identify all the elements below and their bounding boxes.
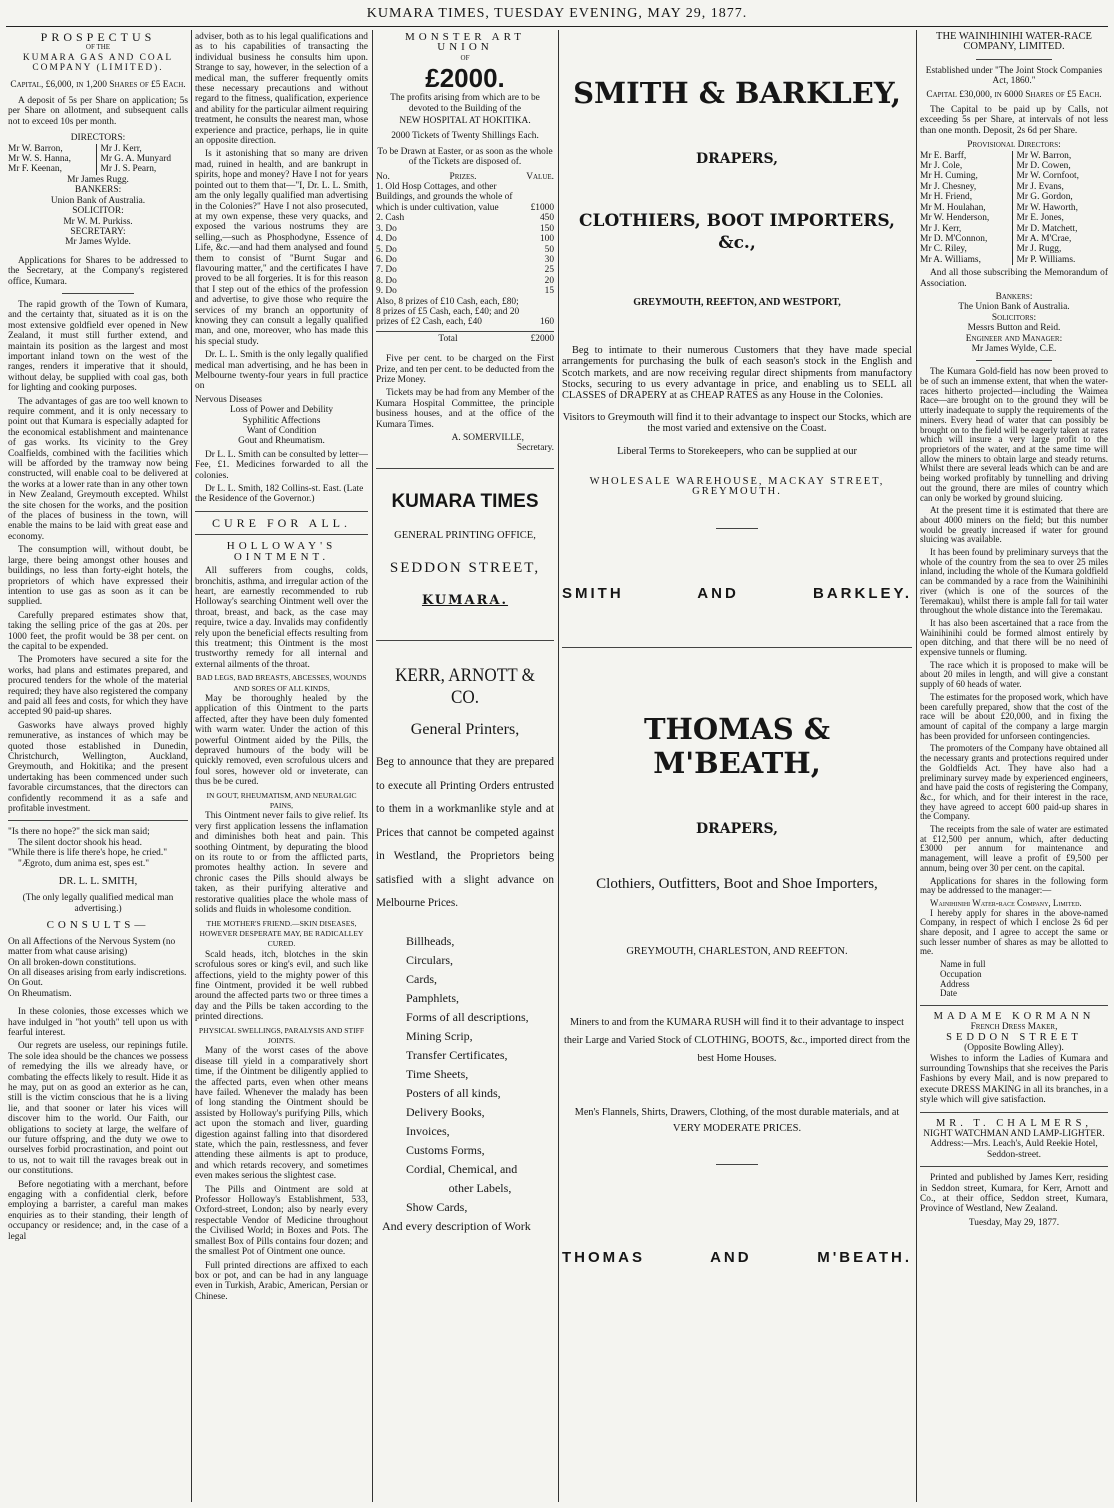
holloway-subheading: PHYSICAL SWELLINGS, PARALYSIS AND STIFF JOINTS. — [198, 1025, 365, 1045]
prize-row — [376, 265, 554, 275]
smith-barkley-paragraph: Beg to intimate to their numerous Customers that they have made special arrangements for purchasing the bulk of each season's stock in the English and Scotch markets, and are now receiving regular direct shipments from manufactory Stocks, securing to us every advantage in price, and enabling us to SELL all CLASSES of DRAPERY at as CHEAP RATES as any House in the Colonies. — [562, 344, 912, 402]
smith-specialty: Want of Condition — [246, 426, 317, 437]
printing-service-item: Invoices, — [406, 1123, 450, 1138]
prize-row — [376, 245, 554, 255]
holloway-paragraph: This Ointment never fails to give relief. Its very first application lessens the inflamation and diminishes both heat and pain. This soothing Ointment, by depurating the blood on its route to or from the afflicted parts, promotes healthy action. In severe and chronic cases the Pills should always be taken, as their purifying alterative and restorative qualities place the whole mass of solids and fluids in wholesome condition. — [195, 811, 368, 916]
smith-paragraph: In these colonies, those excesses which we have indulged in "hot youth" tell upon us with fearful interest. — [8, 1007, 188, 1038]
smith-paragraph: Dr. L. L. Smith is the only legally qualified medical man advertising, and he has been in Melbourne twenty-four years in full practice on — [195, 350, 368, 392]
director: Mr W. S. Hanna, — [8, 154, 72, 165]
divider — [920, 1166, 1108, 1167]
divider — [976, 360, 1051, 361]
consult-item: On Rheumatism. — [8, 988, 72, 999]
smith-qualification: (The only legally qualified medical man advertising.) — [22, 893, 174, 914]
gas-secretary-heading: SECRETARY: — [70, 226, 126, 237]
thomas-mbeath-title: THOMAS & M'BEATH, — [643, 712, 831, 781]
printing-service-item: Cards, — [406, 971, 437, 986]
water-race-paragraph: The promoters of the Company have obtained all the necessary grants and protections required under the Goldfields Act. They have also had a preliminary survey made by experienced engineers, and have paid the costs of registering the Company, &c., for which, and for their interest in the race, they have agreed to accept 600 paid-up shares in the Company. — [920, 743, 1108, 822]
smith-specialty: Syphilitic Affections — [242, 415, 321, 426]
water-race-solicitors: Messrs Button and Reid. — [967, 323, 1061, 334]
kerr-arnott-subtitle: General Printers, — [410, 721, 520, 739]
divider — [920, 1005, 1108, 1006]
gas-solicitor: Mr W. M. Purkiss. — [63, 216, 133, 227]
director: Mr W. Barron, — [8, 143, 63, 154]
gas-bankers-heading: BANKERS: — [74, 185, 122, 196]
divider — [920, 1112, 1108, 1113]
prize-value: 50 — [544, 244, 554, 255]
prize-row — [376, 286, 554, 296]
prize-label: 9. Do — [376, 286, 397, 297]
printing-service-item: Forms of all descriptions, — [406, 1009, 529, 1024]
form-field-label: Date — [940, 988, 957, 999]
chalmers-title: MR. T. CHALMERS, — [935, 1117, 1093, 1129]
director: Mr E. Jones, — [1016, 213, 1064, 224]
gas-paragraph: The advantages of gas are too well known to require comment, and it is only necessary to point out that Kumara is especially adapted for the economical establishment and maintenance of gas works. Its vicinity to the Grey Coalfields, combined with the facilities which will be afforded by the tramway now being constructed, will enable coal to be delivered at the works at a lower rate than in any other town in New Zealand, Greymouth excepted. Whilst the site chosen for the works, and the position of the places of business in the town, will enable the mains to be laid with great ease and economy. — [8, 396, 188, 542]
director: Mr D. M'Connon, — [920, 233, 988, 244]
masthead-rule — [6, 26, 1108, 27]
water-race-form-text: I hereby apply for shares in the above-named Company, in respect of which I enclose 2s 6d per share deposit, and I agree to accept the same or such lesser number of shares as may be allotted to me. — [920, 907, 1108, 957]
art-union-hospital: NEW HOSPITAL AT HOKITIKA. — [399, 116, 531, 127]
director: Mr G. A. Munyard — [100, 154, 172, 165]
smith-paragraph: adviser, both as to his legal qualifications and as to his capabilities of transacting the individual business he consults him upon. Strange to say, however, in the selection of a medical man, the sufferer frequently omits these necessary precautions and without regard to the fitness, qualification, experience and ability for the particular ailment requiring treatment, he consults the nearest man, whose experience and practice, perhaps, lie in quite an opposite direction. — [195, 32, 368, 147]
smith-specialty: Gout and Rheumatism. — [238, 436, 325, 447]
prize-total-row — [376, 331, 554, 344]
smith-paragraph: Our regrets are useless, our repinings futile. The sole idea should be the chances we possess of remedying the ills we already have, or combating the effects likely to result. Hide it as he may, put on as good an exterior as he can, still is the victim conscious that he is a living lie, and that sooner or later his vices will discover him to the world. Our Faith, our obligations to society at large, the welfare of our future offspring, and the duty we owe to ourselves forbid procrastination, and point out to us, not to wait till the ravages break out in our constitutions. — [8, 1041, 188, 1177]
imprint: Printed and published by James Kerr, residing in Seddon street, Kumara, for Kerr, Arnott and Co., at their office, Seddon street, Kumara, Province of Westland, New Zealand. — [920, 1173, 1108, 1215]
prize-value: 15 — [544, 286, 554, 297]
director: Mr D. Matchett, — [1016, 223, 1078, 234]
art-union-paragraph: Tickets may be had from any Member of the Kumara Hospital Committee, the principle business houses, and at the office of the Kumara Times. — [376, 388, 554, 430]
korman-title: MADAME KORMANN — [933, 1010, 1095, 1022]
imprint-date: Tuesday, May 29, 1877. — [968, 1217, 1060, 1228]
thomas-mbeath-paragraph: Miners to and from the KUMARA RUSH will find it to their advantage to inspect their Large and Varied Stock of CLOTHING, BOOTS, &c., imported direct from the best Home Houses. — [564, 1016, 910, 1064]
prize-value: 25 — [544, 265, 554, 276]
art-union-drawn: To be Drawn at Easter, or as soon as the whole of the Tickets are disposed of. — [377, 146, 553, 168]
holloway-paragraph: The Pills and Ointment are sold at Professor Holloway's Establishment, 533, Oxford-street, London; also by nearly every respectable Vendor of Medicine throughout the Civilised World; in Boxes and Pots. The smallest Box of Pills contains four dozen; and the smallest Pot of Ointment one ounce. — [195, 1184, 368, 1258]
water-race-solicitors-heading: Solicitors: — [991, 312, 1037, 323]
smith-barkley-signature: SMITH AND BARKLEY. — [562, 584, 912, 602]
director: Mr W. Cornfoot, — [1016, 171, 1080, 182]
water-race-capital: Capital £30,000, in 6000 Shares of £5 Each. — [926, 89, 1102, 100]
divider — [195, 511, 368, 512]
art-union-intro: The profits arising from which are to be devoted to the Building of the — [390, 93, 540, 114]
printing-service-item: Circulars, — [406, 952, 453, 967]
water-race-paragraph: At the present time it is estimated that there are about 4000 miners on the field; but this number would be greatly increased if water for ground sluicing was available. — [920, 505, 1108, 545]
divider — [562, 647, 912, 648]
prize-label: 1. Old Hosp Cottages, and other Buildings, and grounds the whole of which is under cultivation, value — [376, 182, 513, 213]
holloway-paragraph: Many of the worst cases of the above disease till yield in a comparatively short time, if the Ointment be diligently applied to the affected parts, even when other means have failed. Whenever the malady has been of long standing the Ointment should be assisted by Holloway's purifying Pills, which act upon the stomach and liver, guarding digestion against falling into that disordered state, which the pain, restlessness, and fever attending these ailments is apt to produce, and which retards recovery, and sometimes even makes serious the slightest case. — [195, 1046, 368, 1182]
chalmers-address: Address:—Mrs. Leach's, Auld Reekie Hotel, Seddon-street. — [930, 1139, 1098, 1160]
art-union-of: OF — [460, 53, 470, 62]
thomas-mbeath-towns: GREYMOUTH, CHARLESTON, AND REEFTON. — [626, 946, 848, 958]
director: Mr J. Evans, — [1016, 181, 1064, 192]
director: Mr J. Chesney, — [920, 181, 977, 192]
prize-value: £1000 — [530, 202, 554, 213]
verse-line: The silent doctor shook his head. — [18, 837, 142, 848]
gas-paragraph: The rapid growth of the Town of Kumara, and the certainty that, situated as it is on the most extensive goldfield ever opened in New Zealand, it must still further extend, and maintain its position as the largest and most important inland town on the west of the ranges, renders it imperative that it should, without delay, be supplied with coal gas, both for lighting and cooking purposes. — [8, 299, 188, 394]
holloway-subheading: IN GOUT, RHEUMATISM, AND NEURALGIC PAINS, — [206, 790, 357, 811]
water-race-directors-heading: Provisional Directors: — [967, 140, 1061, 151]
printing-service-item: other Labels, — [448, 1180, 512, 1195]
printing-service-item: Posters of all kinds, — [406, 1085, 501, 1100]
water-race-paragraph: The race which it is proposed to make will be about 20 miles in length, and will give a constant supply of 60 heads of water. — [920, 659, 1108, 690]
smith-barkley-paragraph: Liberal Terms to Storekeepers, who can be supplied at our — [617, 445, 857, 457]
smith-barkley-title: SMITH & BARKLEY, — [573, 76, 901, 110]
water-race-title: THE WAINIHINIHI WATER-RACE COMPANY, LIMITED. — [936, 32, 1092, 53]
water-race-established: Established under "The Joint Stock Companies Act, 1860." — [925, 65, 1103, 87]
water-race-form-heading: Wainihinihi Water-race Company, Limited. — [930, 897, 1082, 908]
prize-table-header — [376, 172, 554, 182]
water-race-directors-list — [920, 151, 1108, 265]
column-2 — [195, 32, 368, 1502]
art-union-signature: A. SOMERVILLE, — [451, 433, 524, 443]
smith-paragraph: Dr L. L. Smith can be consulted by letter—Fee, £1. Medicines forwarded to all the colonies. — [195, 449, 368, 481]
gas-of: OF THE — [85, 43, 111, 52]
gas-applications: Applications for Shares to be addressed to the Secretary, at the Company's registered office, Kumara. — [8, 255, 188, 287]
prize-total-value: £2000 — [530, 333, 554, 344]
gas-paragraph: Carefully prepared estimates show that, taking the selling price of the gas at 20s. per 1000 feet, the profit would be 38 per cent. on the capital to be expended. — [8, 610, 188, 652]
smith-barkley-paragraph: Visitors to Greymouth will find it to their advantage to inspect our Stocks, which are the most varied and extensive on the Coast. — [562, 411, 912, 435]
column-rule-3 — [558, 30, 559, 1502]
smith-barkley-clothiers: CLOTHIERS, BOOT IMPORTERS, &c., — [579, 211, 895, 254]
chalmers-subtitle: NIGHT WATCHMAN AND LAMP-LIGHTER. — [923, 1129, 1105, 1140]
column-4 — [562, 32, 912, 1502]
director: Mr F. Keenan, — [8, 164, 62, 175]
art-union-amount: £2000. — [425, 63, 505, 94]
prize-label: 7. Do — [376, 265, 397, 276]
thomas-mbeath-clothiers: Clothiers, Outfitters, Boot and Shoe Importers, — [596, 875, 878, 892]
director: Mr D. Cowen, — [1016, 161, 1071, 172]
smith-barkley-drapers: DRAPERS, — [696, 151, 778, 167]
gas-bankers: Union Bank of Australia. — [50, 195, 146, 206]
printing-service-item: Mining Scrip, — [406, 1028, 473, 1043]
column-1 — [8, 32, 188, 1502]
director: Mr H. Friend, — [920, 192, 973, 203]
form-field-label: Name in full — [940, 959, 986, 970]
prize-row — [376, 234, 554, 244]
art-union-paragraph: Five per cent. to be charged on the First Prize, and ten per cent. to be deducted from the Prize Money. — [376, 354, 554, 385]
kerr-arnott-body: Beg to announce that they are prepared to execute all Printing Orders entrusted to them in a workmanlike style and at Prices that cannot be competed against in Westland, the Proprietors being satisfied with a slight advance on Melbourne Prices. — [376, 756, 554, 910]
kumara-times-town: KUMARA. — [421, 592, 509, 608]
printing-service-item: Time Sheets, — [406, 1066, 469, 1081]
water-race-paragraph: It has been found by preliminary surveys that the whole of the country from the sea to over 25 miles inland, including the whole of the Kumara goldfield can be commanded by a race from the Wainihinihi river (which is one of the sources of the Teremakau), whilst there is ample fall for tail water throughout the whole distance into the Teremakau. — [920, 547, 1108, 616]
water-race-engineer: Mr James Wylde, C.E. — [971, 343, 1057, 354]
consult-item: On Gout. — [8, 978, 43, 989]
director: Mr J. Cole, — [920, 161, 963, 172]
printing-service-item: Delivery Books, — [406, 1104, 485, 1119]
holloway-subheading: THE MOTHER'S FRIEND.—SKIN DISEASES, HOWEVER DESPERATE MAY, BE RADICALLEY CURED. — [199, 918, 364, 949]
kerr-arnott-title: KERR, ARNOTT & CO. — [395, 665, 535, 709]
verse-line: "While there is life there's hope, he cried." — [8, 848, 168, 859]
prize-label: 4. Do — [376, 234, 397, 245]
gas-directors-list — [8, 144, 188, 175]
water-race-calls: The Capital to be paid up by Calls, not exceeding 5s per Share, at intervals of not less than one month. Deposit, 2s 6d per Share. — [920, 105, 1108, 136]
column-3 — [376, 32, 554, 1502]
prize-value: 160 — [539, 317, 554, 328]
gas-directors-heading: DIRECTORS: — [70, 133, 126, 144]
prize-value: 20 — [544, 275, 554, 286]
water-race-paragraph: Applications for shares in the following form may be addressed to the manager:— — [920, 875, 1108, 896]
column-rule-4 — [916, 30, 917, 1502]
prize-header-prizes: Prizes. — [449, 171, 477, 182]
form-field-label: Address — [940, 978, 970, 989]
water-race-paragraph: It has also been ascertained that a race from the Wainihinihi could be formed almost entirely by open ditching, and that there will be no need of expensive tunnels or fluming. — [920, 617, 1108, 658]
cure-heading: CURE FOR ALL. — [211, 515, 351, 530]
divider — [62, 293, 134, 294]
prize-label: 2. Cash — [376, 213, 405, 224]
korman-opposite: (Opposite Bowling Alley). — [964, 1043, 1064, 1054]
water-race-paragraph: The estimates for the proposed work, which have been carefully prepared, show that the cost of the race will be about £20,000, and in fixing the amount of capital of the company a large margin has been provided for unforseen contingencies. — [920, 691, 1108, 741]
prize-value: 450 — [539, 213, 554, 224]
holloway-paragraph: Full printed directions are affixed to each box or pot, and can be had in any language even in Turkish, Arabic, American, Persian or Chinese. — [195, 1260, 368, 1302]
prize-label: 3. Do — [376, 223, 397, 234]
prize-value: 100 — [539, 234, 554, 245]
printing-service-item: Customs Forms, — [406, 1142, 485, 1157]
director: Mr A. Williams, — [920, 254, 981, 265]
smith-consults: CONSULTS— — [46, 919, 150, 932]
divider — [976, 59, 1051, 60]
form-field-label: Occupation — [940, 968, 982, 979]
holloway-paragraph: All sufferers from coughs, colds, bronchitis, asthma, and irregular action of the heart, are earnestly recommended to rub Holloway's searching Ointment well over the throat, breast, and back, as the case may require, twice a day. Invalids may confidently rely upon the beneficial effects resulting from this treatment; this Ointment is the most trustworthy remedy for all internal and external ailments of the throat. — [195, 566, 368, 670]
water-race-paragraph: The Kumara Gold-field has now been proved to be of such an immense extent, that when the water-races hitherto projected—including the Waimea Race—are brought on to the ground they will be utterly inadequate to supply the requirements of the miners. Every head of water that can possibly be brought on to the field will be eagerly taken at rates which will insure a very large profit to the proprietors of the water, and at the same time will allow the miners to obtain large and steady returns. Whilst there are several leads which can be and are being worked profitably by tunnelling and driving out the ground, there are miles of country which can only be worked by ground sluicing. — [920, 366, 1108, 503]
divider — [376, 640, 554, 641]
gas-solicitor-heading: SOLICITOR: — [72, 206, 124, 217]
printing-services-list — [376, 932, 554, 1236]
director: Mr W. Henderson, — [920, 213, 990, 224]
divider — [376, 468, 554, 469]
prize-row — [376, 224, 554, 234]
korman-body: Wishes to inform the Ladies of Kumara and surrounding Townships that she receives the Paris Fashions by every Mail, and is now prepared to execute DRESS MAKING in all its branches, in a style which will give satisfaction. — [920, 1053, 1108, 1106]
director: Mr J. Rugg, — [1016, 244, 1062, 255]
korman-street: SEDDON STREET — [946, 1031, 1082, 1043]
prize-row — [376, 276, 554, 286]
smith-barkley-towns: GREYMOUTH, REEFTON, AND WESTPORT, — [633, 297, 841, 309]
kumara-times-street: SEDDON STREET, — [389, 560, 541, 577]
smith-paragraph: Before negotiating with a merchant, before engaging with a confidential clerk, before employing a barrister, a careful man makes enquiries as to their standing, their length of occupancy or residence; and, in the case of a legal — [8, 1179, 188, 1242]
holloway-paragraph: Scald heads, itch, blotches in the skin scrofulous sores or king's evil, and such like affections, yield to the mighty power of this fine Ointment, provided it be well rubbed around the affected parts two or three times a day and the Pills be taken according to the printed directions. — [195, 949, 368, 1023]
printing-service-item: Billheads, — [406, 933, 455, 948]
prize-total-label: Total — [438, 333, 458, 344]
korman-subtitle: French Dress Maker, — [970, 1022, 1058, 1033]
printing-service-item: Transfer Certificates, — [406, 1047, 508, 1062]
water-race-engineer-heading: Engineer and Manager: — [965, 333, 1063, 344]
holloway-heading: HOLLOWAY'S OINTMENT. — [226, 540, 337, 563]
consult-item: On all diseases arising from early indiscretions. — [8, 967, 187, 978]
gas-secretary: Mr James Wylde. — [65, 237, 131, 248]
gas-deposit: A deposit of 5s per Share on application; 5s per Share on allotment, and subsequent calls not to exceed 10s per month. — [8, 96, 188, 127]
smith-name: DR. L. L. SMITH, — [58, 876, 138, 888]
verse-line: "Is there no hope?" the sick man said; — [8, 827, 150, 838]
prize-value: 150 — [539, 223, 554, 234]
smith-address: Dr L. L. Smith, 182 Collins-st. East. (Late the Residence of the Governor.) — [195, 484, 364, 505]
masthead: KUMARA TIMES, TUESDAY EVENING, MAY 29, 1877. — [366, 6, 748, 21]
prize-label: Also, 8 prizes of £10 Cash, each, £80; 8 prizes of £5 Cash, each, £40; and 20 prizes of £2 Cash, each, £40 — [376, 296, 520, 328]
water-race-memo: And all those subscribing the Memorandum of Association. — [920, 268, 1108, 289]
art-union-title: MONSTER ART UNION — [404, 32, 526, 54]
director: Mr G. Gordon, — [1016, 192, 1073, 203]
prize-value: 30 — [544, 254, 554, 265]
gas-paragraph: The consumption will, without doubt, be large, there being amongst other houses and buildings, no less than forty-eight hotels, the proprietors of which have expressed their intention to use gas as soon as it can be supplied. — [8, 545, 188, 608]
holloway-subheading: BAD LEGS, BAD BREASTS, ABCESSES, WOUNDS AND SORES OF ALL KINDS, — [196, 673, 367, 693]
printing-service-item: Pamphlets, — [406, 990, 459, 1005]
gas-company-name: KUMARA GAS AND COAL COMPANY (LIMITED). — [22, 52, 174, 74]
art-union-signature-title: Secretary. — [516, 443, 554, 454]
smith-specialty: Nervous Diseases — [195, 394, 262, 405]
director: Mr James Rugg. — [67, 174, 129, 185]
gas-prospectus-title: PROSPECTUS — [40, 32, 156, 44]
divider — [8, 820, 188, 821]
director: Mr A. M'Crae, — [1016, 233, 1072, 244]
column-5 — [920, 32, 1108, 1502]
consult-item: On all broken-down constitutions. — [8, 957, 137, 968]
director: Mr J. S. Pearn, — [100, 164, 157, 175]
smith-specialty: Loss of Power and Debility — [229, 405, 334, 416]
director: Mr W. Barron, — [1016, 150, 1072, 161]
director: Mr P. Williams. — [1016, 254, 1076, 265]
director: Mr C. Riley, — [920, 244, 967, 255]
director: Mr J. Kerr, — [920, 223, 962, 234]
prize-row — [376, 213, 554, 223]
gas-capital: Capital, £6,000, in 1,200 Shares of £5 Each. — [10, 79, 186, 90]
column-rule-2 — [372, 30, 373, 1502]
prize-row — [376, 297, 554, 328]
prize-header-value: Value. — [526, 171, 554, 182]
prize-header-no: No. — [376, 171, 390, 182]
water-race-bankers: The Union Bank of Australia. — [958, 302, 1070, 313]
divider — [195, 534, 368, 535]
prize-label: 5. Do — [376, 244, 397, 255]
prize-label: 8. Do — [376, 275, 397, 286]
water-race-bankers-heading: Bankers: — [995, 291, 1033, 302]
divider — [716, 1164, 758, 1165]
verse-line: "Ægroto, dum anima est, spes est." — [18, 858, 150, 869]
holloway-paragraph: May be thoroughly healed by the application of this Ointment to the parts affected, after they have been duly fomented with warm water. Under the action of this powerful Ointment aided by the Pills, the depraved humours of the body will be quickly removed, even scrofulous ulcers and foul sores, however old or inveterate, can thus be be cured. — [195, 693, 368, 788]
column-rule-1 — [191, 30, 192, 1502]
gas-paragraph: Gasworks have always proved highly remunerative, as instances of which may be quoted those established in Dunedin, Christchurch, Wellington, Auckland, Greymouth, and Hokitika; and the present undertaking has been commenced under such favorable circumstances, that the directors can confidently recommend it as a safe and profitable investment. — [8, 720, 188, 815]
thomas-mbeath-paragraph: Men's Flannels, Shirts, Drawers, Clothing, of the most durable materials, and at — [574, 1106, 900, 1118]
director: Mr M. Houlahan, — [920, 202, 986, 213]
printing-service-item: Cordial, Chemical, and — [406, 1161, 518, 1176]
thomas-mbeath-prices: VERY MODERATE PRICES. — [672, 1122, 802, 1134]
director: Mr W. Haworth, — [1016, 202, 1078, 213]
director: Mr H. Cuming, — [920, 171, 978, 182]
smith-barkley-warehouse: WHOLESALE WAREHOUSE, MACKAY STREET, GREYMOUTH. — [589, 476, 885, 498]
smith-paragraph: Is it astonishing that so many are driven mad, ruined in health, and are bankrupt in spirits, hope and money? Have I not for years pointed out to them that—"I, Dr. L. L. Smith, am the only legally qualified man advertising in the Colonies?" Have I not also prosecuted, at my own expense, these very quacks, and exposed the various nostrums they are selling,—such as Phosphodyne, Essence of Life, &c.—and had them analysed and found them to consist of "Burnt Sugar and flavouring matter," and the certificates I have proved to be all forgeries. It is for this reason that I step out of the ethics of the profession and advertise, to give those who require the services of my branch an opportunity of knowing they can consult a legally qualified man, and one, moreover, who has made this his special study. — [195, 149, 368, 347]
kumara-times-title: KUMARA TIMES — [391, 490, 539, 512]
divider — [716, 528, 758, 529]
kumara-times-subtitle: GENERAL PRINTING OFFICE, — [394, 529, 536, 541]
director: Mr E. Barff, — [920, 150, 967, 161]
director: Mr J. Kerr, — [100, 143, 142, 154]
thomas-mbeath-signature: THOMAS AND M'BEATH. — [562, 1249, 912, 1267]
thomas-mbeath-drapers: DRAPERS, — [696, 821, 778, 838]
water-race-paragraph: The receipts from the sale of water are estimated at £12,500 per annum, which, after deducting £3000 per annum for maintenance and management, will leave a profit of £9,500 per annum, being over 30 per cent. on the capital. — [920, 824, 1108, 873]
prize-row — [376, 182, 554, 213]
prize-row — [376, 255, 554, 265]
prize-table — [376, 182, 554, 344]
gas-paragraph: The Promoters have secured a site for the works, had plans and estimates prepared, and procured tenders for the whole of the material required; they have also registered the company and paid all fees and costs, for which they have accepted 90 paid-up shares. — [8, 655, 188, 718]
art-union-tickets: 2000 Tickets of Twenty Shillings Each. — [391, 131, 539, 142]
printing-service-item: Show Cards, — [406, 1199, 468, 1214]
printing-service-item: And every description of Work — [382, 1218, 531, 1233]
consult-item: On all Affections of the Nervous System (no matter from what cause arising) — [8, 936, 176, 958]
prize-label: 6. Do — [376, 254, 397, 265]
